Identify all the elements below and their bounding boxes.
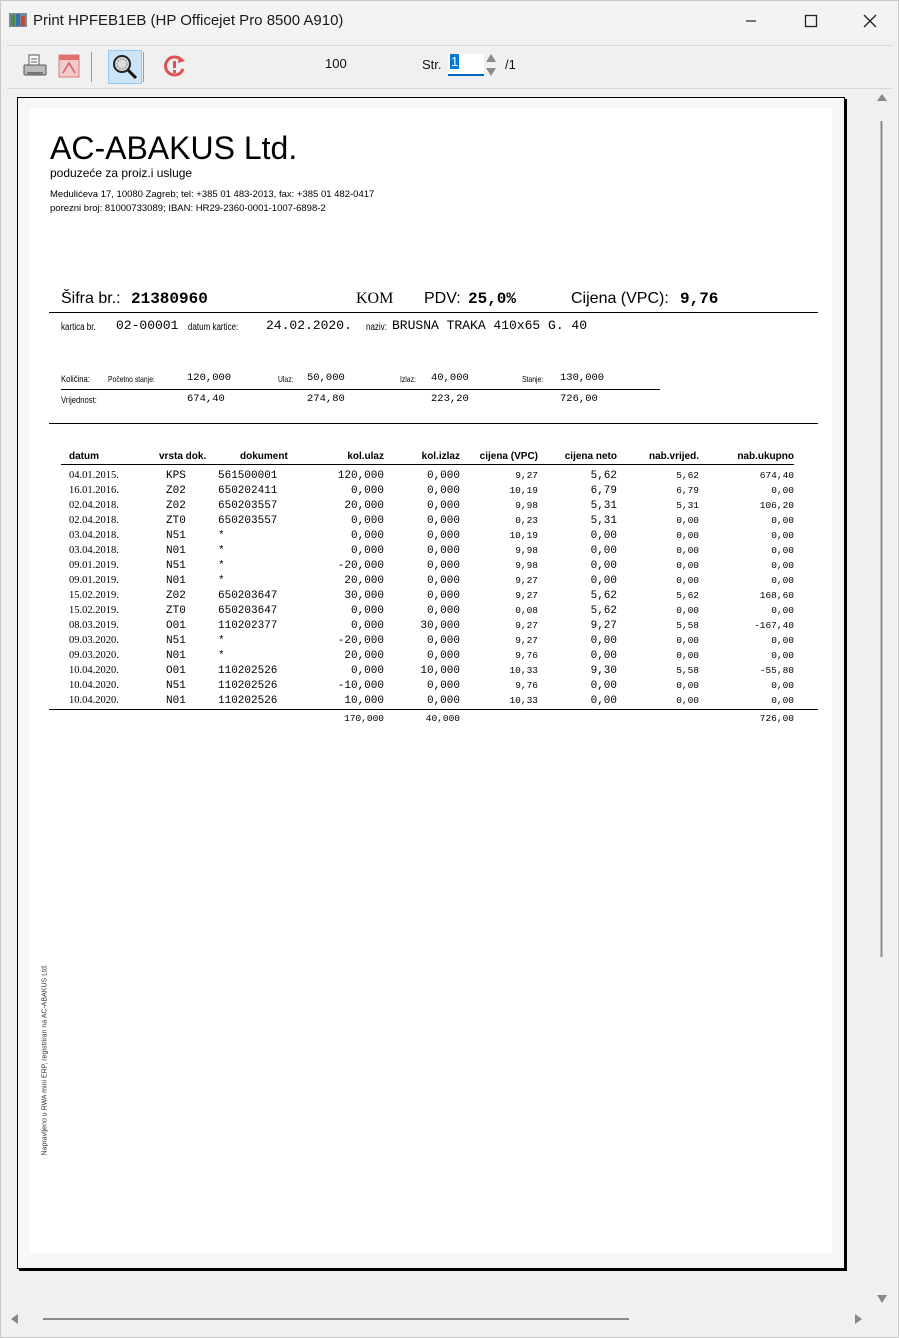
ulaz-label: Ulaz: — [278, 374, 294, 384]
cell-dokument: 650203557 — [218, 500, 278, 512]
cell-nab-vrijed: 5,62 — [676, 590, 699, 601]
kartica-label: kartica br. — [61, 322, 96, 333]
cell-cijena-vpc: 9,76 — [515, 680, 538, 691]
kolicina-label: Količina: — [61, 374, 90, 384]
cell-nab-vrijed: 5,58 — [676, 620, 699, 631]
table-header-divider — [61, 464, 794, 465]
izlaz-value: 223,20 — [431, 393, 469, 405]
cell-nab-vrijed: 0,00 — [676, 530, 699, 541]
cell-datum: 09.01.2019. — [69, 575, 119, 586]
cell-cijena-vpc: 9,98 — [515, 545, 538, 556]
cell-cijena-neto: 5,62 — [590, 590, 617, 602]
cell-cijena-neto: 6,79 — [590, 485, 617, 497]
cell-datum: 10.04.2020. — [69, 680, 119, 691]
cell-datum: 08.03.2019. — [69, 620, 119, 631]
cell-datum: 16.01.2016. — [69, 485, 119, 496]
cell-cijena-neto: 0,00 — [590, 680, 617, 692]
table-row — [30, 605, 832, 620]
header-divider — [49, 312, 818, 313]
cell-nab-ukupno: 106,20 — [759, 500, 794, 511]
cell-kol-ulaz: 0,000 — [350, 665, 384, 677]
company-name: AC-ABAKUS Ltd. — [50, 130, 298, 166]
cell-vrsta-dok: ZT0 — [166, 605, 186, 617]
table-row — [30, 500, 832, 515]
stanje-qty: 130,000 — [560, 372, 605, 384]
stanje-value: 726,00 — [560, 393, 598, 405]
cell-cijena-neto: 5,62 — [590, 470, 617, 482]
page-number-input[interactable] — [448, 54, 484, 76]
cell-kol-ulaz: 0,000 — [350, 620, 384, 632]
cell-cijena-vpc: 9,76 — [515, 650, 538, 661]
col-header-dokument: dokument — [240, 451, 288, 462]
table-row — [30, 470, 832, 485]
cell-kol-izlaz: 0,000 — [426, 680, 460, 692]
cell-cijena-vpc: 0,23 — [515, 515, 538, 526]
company-address: Medulićeva 17, 10080 Zagreb; tel: +385 01 483-2013, fax: +385 01 482-0417 — [50, 189, 375, 200]
cell-cijena-neto: 0,00 — [590, 635, 617, 647]
cell-cijena-neto: 0,00 — [590, 560, 617, 572]
cell-datum: 15.02.2019. — [69, 590, 119, 601]
cell-kol-ulaz: -20,000 — [337, 560, 384, 572]
close-icon — [863, 14, 877, 28]
cell-kol-izlaz: 0,000 — [426, 650, 460, 662]
cell-datum: 03.04.2018. — [69, 530, 119, 541]
cell-kol-izlaz: 0,000 — [426, 500, 460, 512]
cell-vrsta-dok: KPS — [166, 470, 186, 482]
cell-cijena-neto: 0,00 — [590, 695, 617, 707]
cell-nab-vrijed: 0,00 — [676, 680, 699, 691]
cell-vrsta-dok: N51 — [166, 680, 186, 692]
cell-kol-ulaz: 20,000 — [344, 500, 384, 512]
naziv-label: naziv: — [366, 322, 387, 333]
table-row — [30, 515, 832, 530]
cell-kol-izlaz: 30,000 — [420, 620, 460, 632]
col-header-vrsta: vrsta dok. — [159, 451, 207, 462]
cell-nab-vrijed: 0,00 — [676, 545, 699, 556]
page-spinner[interactable] — [485, 52, 497, 78]
total-nab-ukupno: 726,00 — [759, 713, 794, 724]
cell-cijena-neto: 5,31 — [590, 500, 617, 512]
minimize-button[interactable] — [728, 7, 774, 35]
cell-vrsta-dok: N01 — [166, 695, 186, 707]
cell-nab-vrijed: 0,00 — [676, 575, 699, 586]
table-row — [30, 650, 832, 665]
cell-dokument: 561500001 — [218, 470, 278, 482]
cell-cijena-vpc: 9,98 — [515, 500, 538, 511]
table-row — [30, 680, 832, 695]
table-row — [30, 620, 832, 635]
cell-nab-vrijed: 0,00 — [676, 635, 699, 646]
cell-cijena-vpc: 10,33 — [509, 695, 538, 706]
cell-dokument: 110202526 — [218, 665, 278, 677]
cell-nab-ukupno: 0,00 — [771, 650, 794, 661]
cell-vrsta-dok: N51 — [166, 635, 186, 647]
cell-cijena-vpc: 0,08 — [515, 605, 538, 616]
cell-nab-ukupno: 0,00 — [771, 680, 794, 691]
pdv-label: PDV: — [424, 290, 461, 307]
stanje-label: Stanje: — [522, 374, 544, 384]
table-row — [30, 530, 832, 545]
company-tax-info: porezni broj: 81000733089; IBAN: HR29-2360-0001-1007-6898-2 — [50, 203, 326, 214]
cell-cijena-neto: 0,00 — [590, 575, 617, 587]
cijena-value: 9,76 — [680, 290, 719, 308]
zoom-value: 100 — [325, 56, 347, 71]
col-header-nab-vrijed: nab.vrijed. — [648, 451, 699, 462]
cell-datum: 02.04.2018. — [69, 515, 119, 526]
col-header-kol-izlaz: kol.izlaz — [421, 451, 460, 462]
cell-kol-izlaz: 0,000 — [426, 485, 460, 497]
pocetno-value: 674,40 — [187, 393, 225, 405]
cell-dokument: * — [218, 575, 225, 587]
cell-dokument: 110202526 — [218, 695, 278, 707]
zoom-button[interactable] — [108, 50, 142, 84]
cell-kol-izlaz: 0,000 — [426, 605, 460, 617]
ulaz-qty: 50,000 — [307, 372, 345, 384]
col-header-kol-ulaz: kol.ulaz — [347, 451, 384, 462]
cell-nab-ukupno: -167,40 — [754, 620, 794, 631]
cell-nab-ukupno: 0,00 — [771, 605, 794, 616]
cell-nab-ukupno: 0,00 — [771, 515, 794, 526]
kartica-value: 02-00001 — [116, 318, 179, 333]
cell-kol-izlaz: 0,000 — [426, 530, 460, 542]
pocetno-label: Početno stanje: — [108, 374, 155, 384]
cell-dokument: 650203647 — [218, 605, 278, 617]
maximize-button[interactable] — [788, 7, 834, 35]
table-row — [30, 560, 832, 575]
printer-icon — [22, 53, 48, 79]
preview-viewport — [7, 89, 893, 1311]
title-bar — [1, 1, 898, 39]
cell-kol-ulaz: 0,000 — [350, 485, 384, 497]
page-frame — [17, 97, 845, 1269]
cell-cijena-vpc: 9,27 — [515, 590, 538, 601]
cell-nab-ukupno: 0,00 — [771, 560, 794, 571]
cell-datum: 10.04.2020. — [69, 665, 119, 676]
cell-kol-ulaz: 0,000 — [350, 605, 384, 617]
cell-kol-ulaz: 10,000 — [344, 695, 384, 707]
cell-kol-ulaz: -20,000 — [337, 635, 384, 647]
document-page — [30, 108, 832, 1253]
cell-nab-ukupno: 674,40 — [759, 470, 794, 481]
cell-datum: 09.01.2019. — [69, 560, 119, 571]
ulaz-value: 274,80 — [307, 393, 345, 405]
cell-cijena-vpc: 9,27 — [515, 620, 538, 631]
minimize-icon — [745, 15, 757, 27]
cell-cijena-neto: 0,00 — [590, 650, 617, 662]
refresh-icon — [162, 53, 188, 79]
cell-dokument: * — [218, 530, 225, 542]
cell-datum: 04.01.2015. — [69, 470, 119, 481]
cell-datum: 09.03.2020. — [69, 650, 119, 661]
toolbar-separator — [91, 52, 92, 82]
pdf-icon — [56, 53, 82, 79]
company-subtitle: poduzeće za proiz.i usluge — [50, 166, 193, 180]
horizontal-scroll-thumb[interactable] — [43, 1318, 629, 1320]
cell-cijena-vpc: 9,27 — [515, 575, 538, 586]
cell-nab-vrijed: 5,31 — [676, 500, 699, 511]
cell-vrsta-dok: Z02 — [166, 590, 186, 602]
izlaz-qty: 40,000 — [431, 372, 469, 384]
table-row — [30, 575, 832, 590]
cell-vrsta-dok: ZT0 — [166, 515, 186, 527]
cell-vrsta-dok: O01 — [166, 620, 186, 632]
cell-kol-ulaz: 0,000 — [350, 545, 384, 557]
cell-dokument: * — [218, 650, 225, 662]
cell-vrsta-dok: N51 — [166, 530, 186, 542]
table-row — [30, 485, 832, 500]
cell-nab-vrijed: 0,00 — [676, 695, 699, 706]
cell-kol-ulaz: 0,000 — [350, 530, 384, 542]
cell-dokument: 110202526 — [218, 680, 278, 692]
magnifier-icon — [111, 53, 139, 81]
cell-vrsta-dok: N01 — [166, 650, 186, 662]
cell-nab-ukupno: -55,80 — [759, 665, 794, 676]
close-button[interactable] — [847, 7, 893, 35]
sifra-value: 21380960 — [131, 290, 208, 308]
app-icon — [9, 12, 27, 28]
cell-cijena-vpc: 9,27 — [515, 635, 538, 646]
cell-datum: 03.04.2018. — [69, 545, 119, 556]
col-header-nab-ukupno: nab.ukupno — [737, 451, 794, 462]
toolbar-separator — [143, 52, 144, 82]
cell-vrsta-dok: N01 — [166, 545, 186, 557]
cell-dokument: * — [218, 545, 225, 557]
table-row — [30, 665, 832, 680]
naziv-value: BRUSNA TRAKA 410x65 G. 40 — [392, 318, 588, 333]
summary-divider — [61, 389, 660, 390]
cell-kol-ulaz: -10,000 — [337, 680, 384, 692]
page-label: Str. — [422, 57, 442, 72]
cell-nab-ukupno: 0,00 — [771, 485, 794, 496]
table-row — [30, 635, 832, 650]
cell-dokument: 110202377 — [218, 620, 278, 632]
vertical-scrollbar[interactable] — [873, 89, 891, 1311]
cell-nab-ukupno: 0,00 — [771, 695, 794, 706]
horizontal-scrollbar-graphic — [7, 1309, 873, 1329]
cell-datum: 15.02.2019. — [69, 605, 119, 616]
cell-kol-izlaz: 0,000 — [426, 695, 460, 707]
total-kol-ulaz: 170,000 — [344, 713, 384, 724]
cell-cijena-neto: 9,27 — [590, 620, 617, 632]
cell-kol-izlaz: 0,000 — [426, 515, 460, 527]
cell-kol-izlaz: 0,000 — [426, 470, 460, 482]
pdf-button[interactable] — [53, 50, 85, 82]
cell-kol-ulaz: 0,000 — [350, 515, 384, 527]
cell-dokument: 650203557 — [218, 515, 278, 527]
cell-cijena-neto: 9,30 — [590, 665, 617, 677]
table-row — [30, 695, 832, 710]
cell-kol-ulaz: 120,000 — [337, 470, 384, 482]
pdv-value: 25,0% — [468, 290, 517, 308]
vertical-footer-note: Napravljeno u RWA mini ERP, registriran na AC-ABAKUS Ltd. — [41, 964, 49, 1156]
datum-value: 24.02.2020. — [266, 318, 352, 333]
cell-kol-ulaz: 20,000 — [344, 575, 384, 587]
cell-cijena-neto: 0,00 — [590, 545, 617, 557]
cell-dokument: 650202411 — [218, 485, 278, 497]
cell-datum: 09.03.2020. — [69, 635, 119, 646]
cell-kol-izlaz: 0,000 — [426, 545, 460, 557]
horizontal-scrollbar[interactable] — [7, 1309, 873, 1329]
cell-nab-vrijed: 0,00 — [676, 650, 699, 661]
izlaz-label: Izlaz: — [400, 374, 416, 384]
window-title: Print HPFEB1EB (HP Officejet Pro 8500 A910) — [33, 12, 344, 29]
cell-kol-izlaz: 0,000 — [426, 635, 460, 647]
pocetno-qty: 120,000 — [187, 372, 232, 384]
cell-kol-izlaz: 0,000 — [426, 560, 460, 572]
cell-cijena-vpc: 10,19 — [509, 485, 538, 496]
cell-nab-vrijed: 0,00 — [676, 560, 699, 571]
cell-kol-izlaz: 0,000 — [426, 590, 460, 602]
cell-kol-ulaz: 30,000 — [344, 590, 384, 602]
cell-vrsta-dok: N51 — [166, 560, 186, 572]
vrijednost-label: Vrijednost: — [61, 395, 97, 405]
cell-cijena-vpc: 10,33 — [509, 665, 538, 676]
spinner-down-icon[interactable] — [486, 68, 496, 76]
cell-datum: 02.04.2018. — [69, 500, 119, 511]
cell-datum: 10.04.2020. — [69, 695, 119, 706]
cell-nab-vrijed: 6,79 — [676, 485, 699, 496]
cell-dokument: * — [218, 560, 225, 572]
refresh-button[interactable] — [159, 50, 191, 82]
cell-vrsta-dok: O01 — [166, 665, 186, 677]
cell-nab-vrijed: 5,58 — [676, 665, 699, 676]
cell-nab-ukupno: 0,00 — [771, 530, 794, 541]
cell-cijena-neto: 0,00 — [590, 530, 617, 542]
cell-nab-ukupno: 0,00 — [771, 545, 794, 556]
cell-nab-ukupno: 0,00 — [771, 575, 794, 586]
cell-vrsta-dok: Z02 — [166, 500, 186, 512]
page-total: /1 — [505, 57, 516, 72]
cell-vrsta-dok: Z02 — [166, 485, 186, 497]
col-header-cijena-vpc: cijena (VPC) — [479, 451, 538, 462]
scroll-up-icon[interactable] — [877, 94, 887, 101]
scroll-left-icon[interactable] — [11, 1314, 18, 1324]
col-header-cijena-neto: cijena neto — [564, 451, 617, 462]
total-kol-izlaz: 40,000 — [425, 713, 460, 724]
cell-kol-izlaz: 0,000 — [426, 575, 460, 587]
datum-label: datum kartice: — [188, 322, 239, 333]
section-divider — [49, 423, 818, 424]
cijena-label: Cijena (VPC): — [571, 290, 669, 307]
scroll-right-icon[interactable] — [855, 1314, 862, 1324]
cell-nab-vrijed: 0,00 — [676, 605, 699, 616]
cell-dokument: 650203647 — [218, 590, 278, 602]
cell-nab-ukupno: 0,00 — [771, 635, 794, 646]
table-row — [30, 545, 832, 560]
toolbar — [7, 45, 893, 89]
cell-kol-izlaz: 10,000 — [420, 665, 460, 677]
cell-nab-ukupno: 168,60 — [759, 590, 794, 601]
spinner-up-icon[interactable] — [486, 54, 496, 62]
maximize-icon — [804, 14, 818, 28]
cell-cijena-neto: 5,62 — [590, 605, 617, 617]
print-button[interactable] — [19, 50, 51, 82]
page-number-value: 1 — [451, 54, 459, 69]
cell-cijena-vpc: 9,98 — [515, 560, 538, 571]
cell-vrsta-dok: N01 — [166, 575, 186, 587]
cell-cijena-vpc: 9,27 — [515, 470, 538, 481]
cell-cijena-vpc: 10,19 — [509, 530, 538, 541]
cell-nab-vrijed: 0,00 — [676, 515, 699, 526]
table-row — [30, 590, 832, 605]
table-totals-divider — [49, 709, 818, 710]
vertical-scroll-thumb[interactable] — [881, 121, 883, 957]
cell-dokument: * — [218, 635, 225, 647]
cell-kol-ulaz: 20,000 — [344, 650, 384, 662]
unit-value: KOM — [356, 290, 394, 307]
vertical-scrollbar-graphic — [873, 89, 891, 1311]
col-header-datum: datum — [69, 451, 99, 462]
scroll-down-icon[interactable] — [877, 1295, 887, 1303]
cell-nab-vrijed: 5,62 — [676, 470, 699, 481]
cell-cijena-neto: 5,31 — [590, 515, 617, 527]
sifra-label: Šifra br.: — [61, 290, 121, 307]
